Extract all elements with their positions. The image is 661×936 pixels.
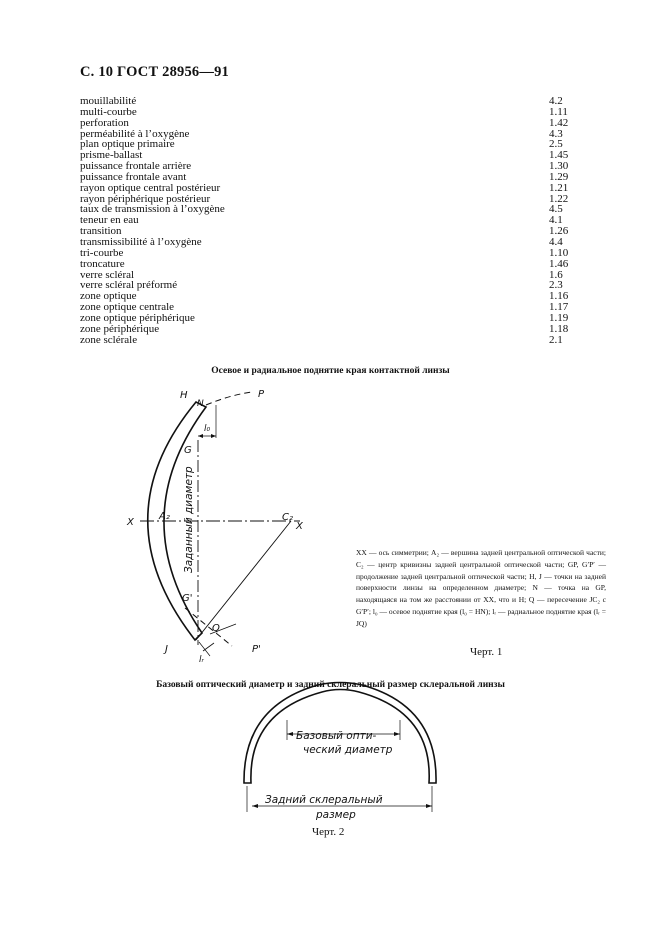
index-ref: 1.17: [549, 301, 569, 314]
figure1-title: Осевое и радиальное поднятие края контактной линзы: [211, 366, 450, 376]
label-p-prime: P': [252, 644, 261, 655]
arrow-optic-left: [287, 732, 293, 736]
index-ref: 2.5: [549, 138, 563, 151]
page-header: С. 10 ГОСТ 28956—91: [80, 64, 229, 80]
arrow-optic-right: [394, 732, 400, 736]
index-term: perméabilité à l’oxygène: [80, 127, 190, 140]
label-c2: C₂: [282, 512, 293, 523]
label-g: G: [184, 445, 192, 456]
label-x-right: X: [296, 521, 303, 532]
index-term: zone optique centrale: [80, 301, 175, 314]
index-ref: 4.2: [549, 95, 563, 107]
radius-line-jc2: [196, 521, 291, 640]
index-ref: 1.22: [549, 192, 569, 205]
index-ref: 1.6: [549, 268, 563, 281]
index-ref: 1.46: [549, 257, 569, 270]
index-term: plan optique primaire: [80, 138, 175, 151]
index-ref: 1.45: [549, 149, 569, 162]
index-term: zone optique: [80, 290, 137, 303]
index-term: verre scléral préformé: [80, 279, 178, 292]
index-term: tri-courbe: [80, 246, 124, 259]
label-lr: lᵣ: [199, 655, 204, 665]
index-ref: 1.29: [549, 170, 569, 183]
figure2-caption: Черт. 2: [312, 826, 345, 838]
label-n: N: [197, 399, 204, 409]
index-term: rayon optique central postérieur: [80, 181, 221, 194]
index-term: taux de transmission à l’oxygène: [80, 203, 225, 216]
index-term: transition: [80, 225, 122, 238]
index-ref: 4.4: [549, 235, 563, 248]
index-ref: 1.18: [549, 322, 569, 335]
index-term: mouillabilité: [80, 95, 137, 107]
index-ref: 4.3: [549, 127, 563, 140]
figure1-caption: Черт. 1: [470, 646, 503, 658]
label-q: Q: [212, 623, 220, 634]
index-ref: 1.10: [549, 246, 569, 259]
index-ref: 4.5: [549, 203, 563, 216]
index-term: puissance frontale arrière: [80, 160, 192, 173]
figure1-legend: XX — ось симметрии; A₂ — вершина задней центральной оптической части; C₂ — центр кривизны задней центральной оптической части; GP, G′P′ — продолжение задней центральной оптической части; H, J — точки на задней поверхности линзы на определенном диаметре; N — точка на GP, находящаяся на том же расстоянии от XX, что и H; Q — пересечение JC₂ с G′P′; l₀ — осевое поднятие края (l₀ = HN); lᵣ — радиальное поднятие края (lᵣ = JQ): [356, 548, 606, 628]
label-a2: A₂: [159, 511, 170, 522]
label-optic-diameter-2: ческий диаметр: [303, 744, 393, 756]
index-ref: 1.42: [549, 116, 569, 129]
index-term: rayon périphérique postérieur: [80, 192, 211, 205]
label-x-left: X: [127, 517, 134, 528]
index-term: prisme-ballast: [80, 149, 143, 162]
index-ref: 4.1: [549, 214, 563, 227]
continuation-gp: [206, 392, 252, 405]
arrow-l0-start: [198, 434, 203, 438]
index-term: zone sclérale: [80, 333, 138, 346]
label-scleral-size-2: размер: [316, 809, 356, 821]
index-term: troncature: [80, 257, 125, 270]
index-ref: 2.3: [549, 279, 563, 292]
index-term: multi-courbe: [80, 105, 137, 118]
index-ref: 1.19: [549, 311, 569, 324]
index-ref: 2.1: [549, 333, 563, 346]
arrow-scleral-right: [426, 804, 432, 808]
label-h: H: [180, 390, 188, 401]
dimension-lr: [203, 643, 214, 651]
index-ref: 1.21: [549, 181, 569, 194]
dim-extension-j: [199, 642, 210, 656]
index-ref: 1.30: [549, 160, 569, 173]
label-optic-diameter-1: Базовый опти-: [296, 730, 377, 742]
label-l0: l₀: [204, 424, 211, 434]
index-term: transmissibilité à l’oxygène: [80, 235, 202, 248]
arrow-l0: [211, 434, 216, 438]
index-term: zone périphérique: [80, 322, 160, 335]
label-p: P: [258, 389, 265, 400]
index-ref: 1.26: [549, 225, 569, 238]
label-g-prime: G': [182, 593, 193, 604]
label-j: J: [165, 644, 168, 655]
index-term: teneur en eau: [80, 214, 139, 227]
label-scleral-size-1: Задний склеральный: [265, 794, 383, 806]
index-ref: 1.16: [549, 290, 569, 303]
label-diameter: Заданный диаметр: [183, 466, 195, 573]
index-term: zone optique périphérique: [80, 311, 195, 324]
arrow-scleral-left: [252, 804, 258, 808]
index-ref: 1.11: [549, 105, 568, 118]
index-term: perforation: [80, 116, 129, 129]
index-term: verre scléral: [80, 268, 135, 281]
index-term: puissance frontale avant: [80, 170, 187, 183]
figure2-title: Базовый оптический диаметр и задний склеральный размер склеральной линзы: [156, 680, 505, 690]
